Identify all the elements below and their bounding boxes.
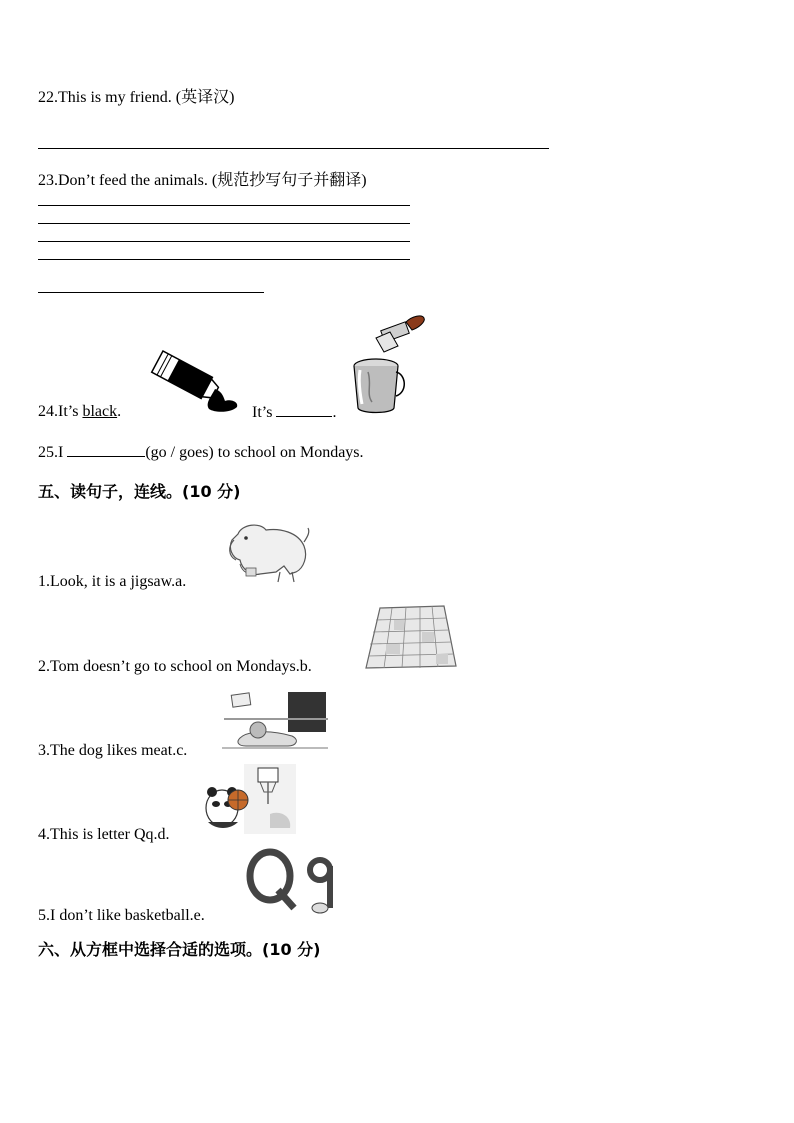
letter-qq-icon	[244, 846, 340, 916]
jigsaw-icon	[364, 604, 458, 670]
section6-title: 六、从方框中选择合适的选项。(10 分)	[38, 940, 321, 959]
q25-blank[interactable]	[67, 442, 145, 457]
panda-basketball-icon	[200, 764, 296, 834]
matching-item-4: 4.This is letter Qq.d.	[38, 826, 170, 843]
matching-item-1: 1.Look, it is a jigsaw.a.	[38, 573, 187, 590]
sleeping-boy-icon	[222, 690, 328, 750]
dog-icon	[220, 520, 312, 584]
q23-translation-line[interactable]	[38, 292, 264, 293]
q22-text: 22.This is my friend. (英译汉)	[38, 89, 235, 106]
q23-copy-line-2[interactable]	[38, 223, 410, 224]
q25-text: 25.I (go / goes) to school on Mondays.	[38, 444, 364, 461]
q23-copy-line-1[interactable]	[38, 205, 410, 206]
matching-item-3: 3.The dog likes meat.c.	[38, 742, 188, 759]
q23-copy-line-4[interactable]	[38, 259, 410, 260]
paint-tube-icon	[145, 345, 240, 413]
q24-answer-black: black	[82, 403, 118, 420]
section5-title: 五、读句子，连线。(10 分)	[38, 482, 241, 501]
q24-blank[interactable]	[276, 402, 332, 417]
paint-bucket-icon	[346, 312, 430, 416]
q24-second-text: It’s .	[252, 404, 337, 421]
matching-item-2: 2.Tom doesn’t go to school on Mondays.b.	[38, 658, 312, 675]
q22-answer-line[interactable]	[38, 148, 549, 149]
q23-copy-line-3[interactable]	[38, 241, 410, 242]
q24-text: 24.It’s black.	[38, 403, 122, 420]
matching-item-5: 5.I don’t like basketball.e.	[38, 907, 205, 924]
q23-text: 23.Don’t feed the animals. (规范抄写句子并翻译)	[38, 172, 367, 189]
